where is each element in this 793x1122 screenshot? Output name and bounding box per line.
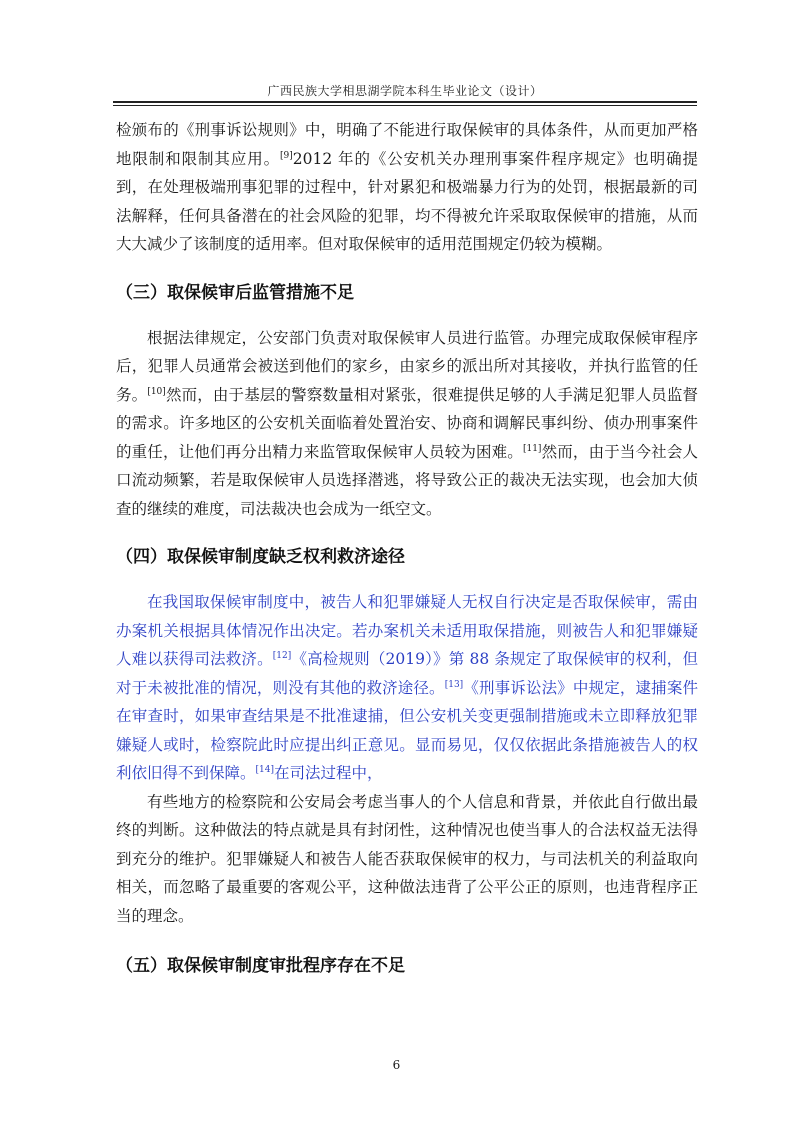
citation-ref: [12] [272, 650, 292, 661]
header-rule-thin [113, 105, 697, 106]
text-run: 根据法律规定，公安部门负责对取保候审人员进行监管。办理完成取保候审程序后，犯罪人员通常会被送到他们的家乡，由家乡的派出所对其接收，并执行监管的任务。 [116, 328, 698, 404]
section-heading-5: （五）取保候审制度审批程序存在不足 [116, 956, 405, 976]
citation-ref: [13] [444, 679, 464, 690]
paragraph-supervision [116, 324, 698, 524]
body-content [116, 116, 698, 980]
text-run: 检颁布的《刑事诉讼规则》中，明确了不能进行取保候审的具体条件，从而更加严格地限制和限制其应用。 [116, 121, 698, 168]
text-run: 《刑事诉讼法》中规定，逮捕案件在审查时，如果审查结果是不批准逮捕，但公安机关变更强制措施或未立即释放犯罪嫌疑人或时，检察院此时应提出纠正意见。显而易见，仅仅依据此条措施被告人的权利依旧得不到保障。 [116, 678, 698, 782]
text-run: 《高检规则（2019）》第 88 条规定了取保候审的权利，但对于未被批准的情况，则没有其他的救济途径。 [116, 650, 698, 697]
page-number: 6 [392, 1058, 401, 1072]
header-rule-thick [113, 101, 697, 103]
section-heading-3: （三）取保候审后监管措施不足 [116, 282, 354, 303]
paragraph-closed-judgment [116, 788, 698, 931]
section-heading-4: （四）取保候审制度缺乏权利救济途径 [116, 547, 405, 567]
text-run: 然而，由于基层的警察数量相对紧张，很难提供足够的人手满足犯罪人员监督的需求。许多地区的公安机关面临着处置治安、协商和调解民事纠纷、侦办刑事案件的重任，让他们再分出精力来监管取保候审人员较为困难。 [116, 385, 698, 461]
citation-ref: [10] [147, 386, 166, 397]
running-header: 广西民族大学相思湖学院本科生毕业论文（设计） [267, 84, 543, 98]
paragraph-remedy [116, 588, 698, 788]
text-run: 然而，由于当今社会人口流动频繁，若是取保候审人员选择潜逃，将导致公正的裁决无法实现，也会加大侦查的继续的难度，司法裁决也会成为一纸空文。 [116, 442, 698, 518]
paragraph-continuation [116, 116, 698, 259]
text-run: 有些地方的检察院和公安局会考虑当事人的个人信息和背景，并依此自行做出最终的判断。这种做法的特点就是具有封闭性，这种情况也使当事人的合法权益无法得到充分的维护。犯罪嫌疑人和被告人能否获取保候审的权力，与司法机关的利益取向相关，而忽略了最重要的客观公平，这种做法违背了公平公正的原则，也违背程序正当的理念。 [116, 792, 698, 925]
citation-ref: [9] [280, 150, 293, 161]
citation-ref: [11] [522, 443, 542, 454]
text-run: 在司法过程中， [274, 764, 383, 782]
text-run: 2012 年的《公安机关办理刑事案件程序规定》也明确提到，在处理极端刑事犯罪的过程中，针对累犯和极端暴力行为的处罚，根据最新的司法解释，任何具备潜在的社会风险的犯罪，均不得被允许采取取保候审的措施，从而大大减少了该制度的适用率。但对取保候审的适用范围规定仍较为模糊。 [116, 149, 698, 253]
citation-ref: [14] [255, 764, 274, 775]
text-run: 在我国取保候审制度中，被告人和犯罪嫌疑人无权自行决定是否取保候审，需由办案机关根据具体情况作出决定。若办案机关未适用取保措施，则被告人和犯罪嫌疑人难以获得司法救济。 [116, 593, 698, 668]
